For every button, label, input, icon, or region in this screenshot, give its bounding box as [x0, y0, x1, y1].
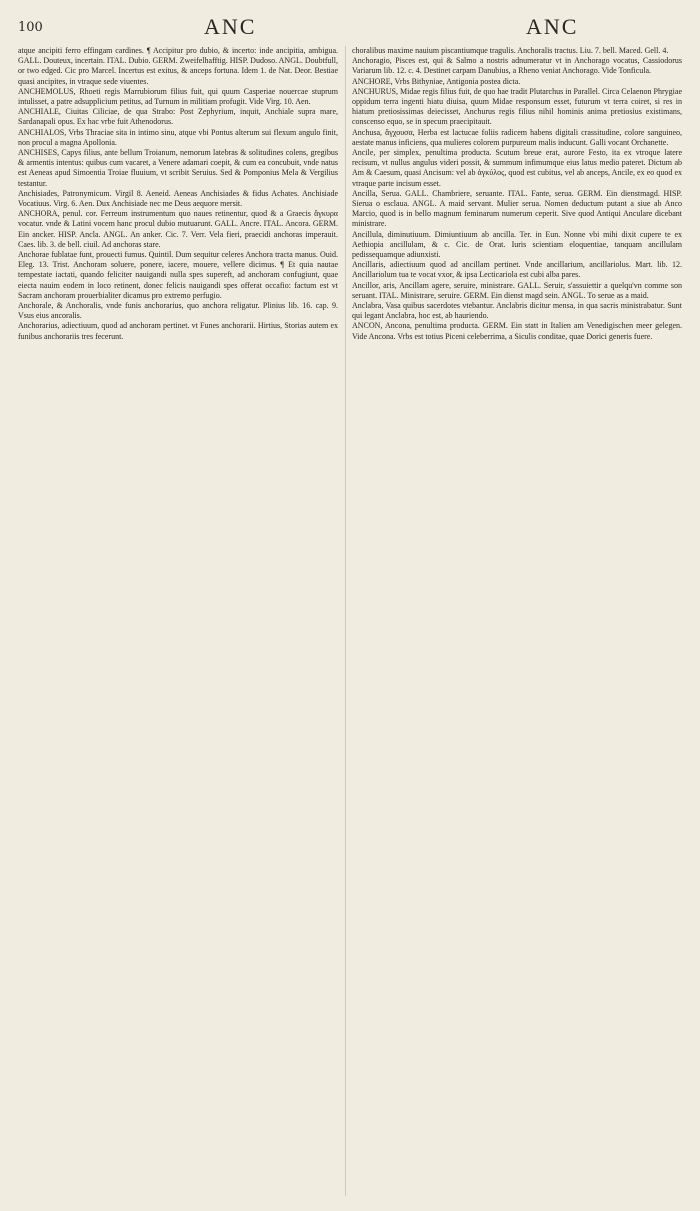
entry-paragraph: ANCHURUS, Midae regis filius fuit, de quo hae tradit Plutarchus in Parallel. Circa Celaenon Phrygiae oppidum terra ingenti hiatu diuisa, quum Midae responsum esset, futurum vt terra coiret, si res in hiatum pretiosissimas deiecisset, Anchurus regis filius nihil hominis anima pretiosius existimans, conscenso equo, se in specum praecipitauit.	[352, 86, 682, 127]
entry-paragraph: Anchorarius, adiectiuum, quod ad anchoram pertinet. vt Funes anchorarii. Hirtius, Storias autem ex funibus anchorariis tres fecerunt.	[18, 321, 338, 341]
entry-paragraph: ANCHORA, penul. cor. Ferreum instrumentum quo naues retinentur, quod & a Graecis ἄγκυρα vocatur. vnde & Latini vocem hanc procul dubio mutuarunt. GALL. Ancre. ITAL. Ancora. GERM. Ein ancker. HISP. Ancla. ANGL. An anker. Cic. 7. Verr. Vela fieri, praecidi anchoras imperauit. Caes. lib. 3. de bell. ciuil. Ad anchoras stare.	[18, 209, 338, 249]
entry-paragraph: Ancilla, Serua. GALL. Chambriere, seruante. ITAL. Fante, serua. GERM. Ein dienstmagd. HISP. Sierua o esclaua. ANGL. A maid servant. Mulier serua. Nomen deductum putant a siue ab Anco Marcio, quod is in bello magnum feminarum numerum ceperit. Sive quod Antiqui Anculare dicebant ministrare.	[352, 188, 682, 229]
entry-paragraph: Ancillula, diminutiuum. Dimiuntiuum ab ancilla. Ter. in Eun. Nonne vbi mihi dixit cupere te ex Aethiopia ancillulam, & c. Cic. de Orat. Iuris scientiam eloquentiae, tanquam ancillulam pedissequamque adiunxisti.	[352, 229, 682, 260]
page-header	[0, 14, 700, 42]
right-column	[352, 46, 682, 1201]
entry-paragraph: choralibus maxime nauium piscantiumque tragulis. Anchoralis tractus. Liu. 7. bell. Maced. Gell. 4.	[352, 46, 669, 55]
entry-paragraph: Anclabra, Vasa quibus sacerdotes vtebantur. Anclabris dicitur mensa, in qua sacris ministrabatur. Sunt qui legant Anclabra, hoc est, ab hauriendo.	[352, 301, 682, 321]
entry-paragraph: Anchoragio, Pisces est, qui & Salmo a nostris adnumeratur vt in Anchorago vocatus, Cassiodorus Variarum lib. 12. c. 4. Destinet carpam Danubius, a Rheno veniat Anchorago. Vide Tonficula.	[352, 56, 682, 76]
entry-paragraph: Anchorale, & Anchoralis, vnde funis anchorarius, quo anchora religatur. Plinius lib. 16. cap. 9. Vsus eius ancoralis.	[18, 301, 338, 321]
entry-paragraph: ANCHORE, Vrbs Bithyniae, Antigonia postea dicta.	[352, 76, 521, 86]
left-column	[18, 46, 338, 1201]
right-running-heading: ANC	[526, 14, 579, 39]
entry-paragraph: Ancile, per simplex, penultima producta. Scutum breue erat, aurore Festo, ita ex vtroque latere recisum, vt nullus angulus videri possit, & summum infimumque eius latus medio pateret. Dictum ab Am & Caesum, quasi Ancisum: vel ab ἀγκύλος, quod est cubitus, vel ab anceps, Ancile, ex eo quod ex vtraque parte incisum esset.	[352, 148, 682, 188]
entry-paragraph: Anchusa, ἄγχουσα, Herba est lactucae foliis radicem habens digitali crassitudine, colore sanguineo, aestate manus inficiens, qua mulieres colorem purpureum malis inducunt. Galli vocant Orchanette.	[352, 127, 682, 147]
entry-paragraph: Ancillor, aris, Ancillam agere, seruire, ministrare. GALL. Seruir, s'assuiettir a quelqu'vn comme son seruant. ITAL. Ministrare, seruire. GERM. Ein dienst magd sein. ANGL. To serue as a maid.	[352, 280, 682, 300]
left-running-heading: ANC	[204, 14, 257, 39]
entry-paragraph: Ancillaris, adiectiuum quod ad ancillam pertinet. Vnde ancillarium, ancillariolus. Mart. lib. 12. Ancillariolum tua te vocat vxor, & ipsa Lecticariola est cubi alba pares.	[352, 260, 682, 280]
entry-paragraph: ANCHISES, Capys filius, ante bellum Troianum, nemorum latebras & solitudines colens, gregibus & armentis intentus: quibus cum vacaret, a Venere adamari coepit, & cum ea concubuit, vnde natus est Aeneas apud Simoentia Troiae fluuium, vt scribit Seruius. Sed & Pomponius Mela & Vergilius testantur.	[18, 148, 338, 188]
entry-paragraph: ANCHIALOS, Vrbs Thraciae sita in intimo sinu, atque vbi Pontus alterum sui flexum angulo finit, non procul a magna Apollonia.	[18, 127, 338, 147]
entry-paragraph: ANCHIALE, Ciuitas Ciliciae, de qua Strabo: Post Zephyrium, inquit, Anchiale supra mare, Sardanapali opus. Ex hac vrbe fuit Athenodorus.	[18, 107, 338, 127]
entry-paragraph: Anchisiades, Patronymicum. Virgil 8. Aeneid. Aeneas Anchisiades & fidus Achates. Anchisiade Vocatiuus. Virg. 6. Aen. Dux Anchisiade nec me Deus aequore mersit.	[18, 188, 338, 209]
entry-paragraph: Anchorae fublatae funt, prouecti fumus. Quintil. Dum sequitur celeres Anchora tracta manus. Ouid. Eleg. 13. Trist. Anchoram soluere, ponere, iacere, mouere, vellere dicimus. ¶ Et quia nautae tempestate iactati, quando feliciter nauigandi nulla spes supereft, ad anchoram confugiunt, quae eiecta nauim eodem in loco retinent, donec felicis nauigandi spes offerat occafio: factum est vt Sacram anchoram prouerbialiter dicamus pro extremo perfugio.	[18, 250, 338, 300]
column-divider	[345, 46, 346, 1196]
entry-paragraph: ANCON, Ancona, penultima producta. GERM. Ein statt in Italien am Venedigischen meer gelegen. Vide Ancona. Vrbs est totius Piceni celeberrima, a Siculis conditae, quae Dorici generis fuere.	[352, 321, 682, 341]
page-number: 100	[18, 20, 43, 35]
entry-paragraph: atque ancipiti ferro effingam cardines. ¶ Accipitur pro dubio, & incerto: inde ancipitia, ambigua. GALL. Douteux, incertain. ITAL. Dubio. GERM. Zweifelhafftig. HISP. Dudoso. ANGL. Doubtfull, or two edged. Cic pro Marcel. Incertus est exitus, & anceps fortuna. Idem 1. de Nat. Deor. Bestiae quasi ancipites, in vtraque sede viuentes.	[18, 46, 338, 86]
entry-paragraph: ANCHEMOLUS, Rhoeti regis Marrubiorum filius fuit, qui quum Casperiae nouercae stuprum intulisset, a patre adsupplicium petitus, ad Turnum in militiam profugit. Vide Virg. 10. Aen.	[18, 86, 338, 107]
